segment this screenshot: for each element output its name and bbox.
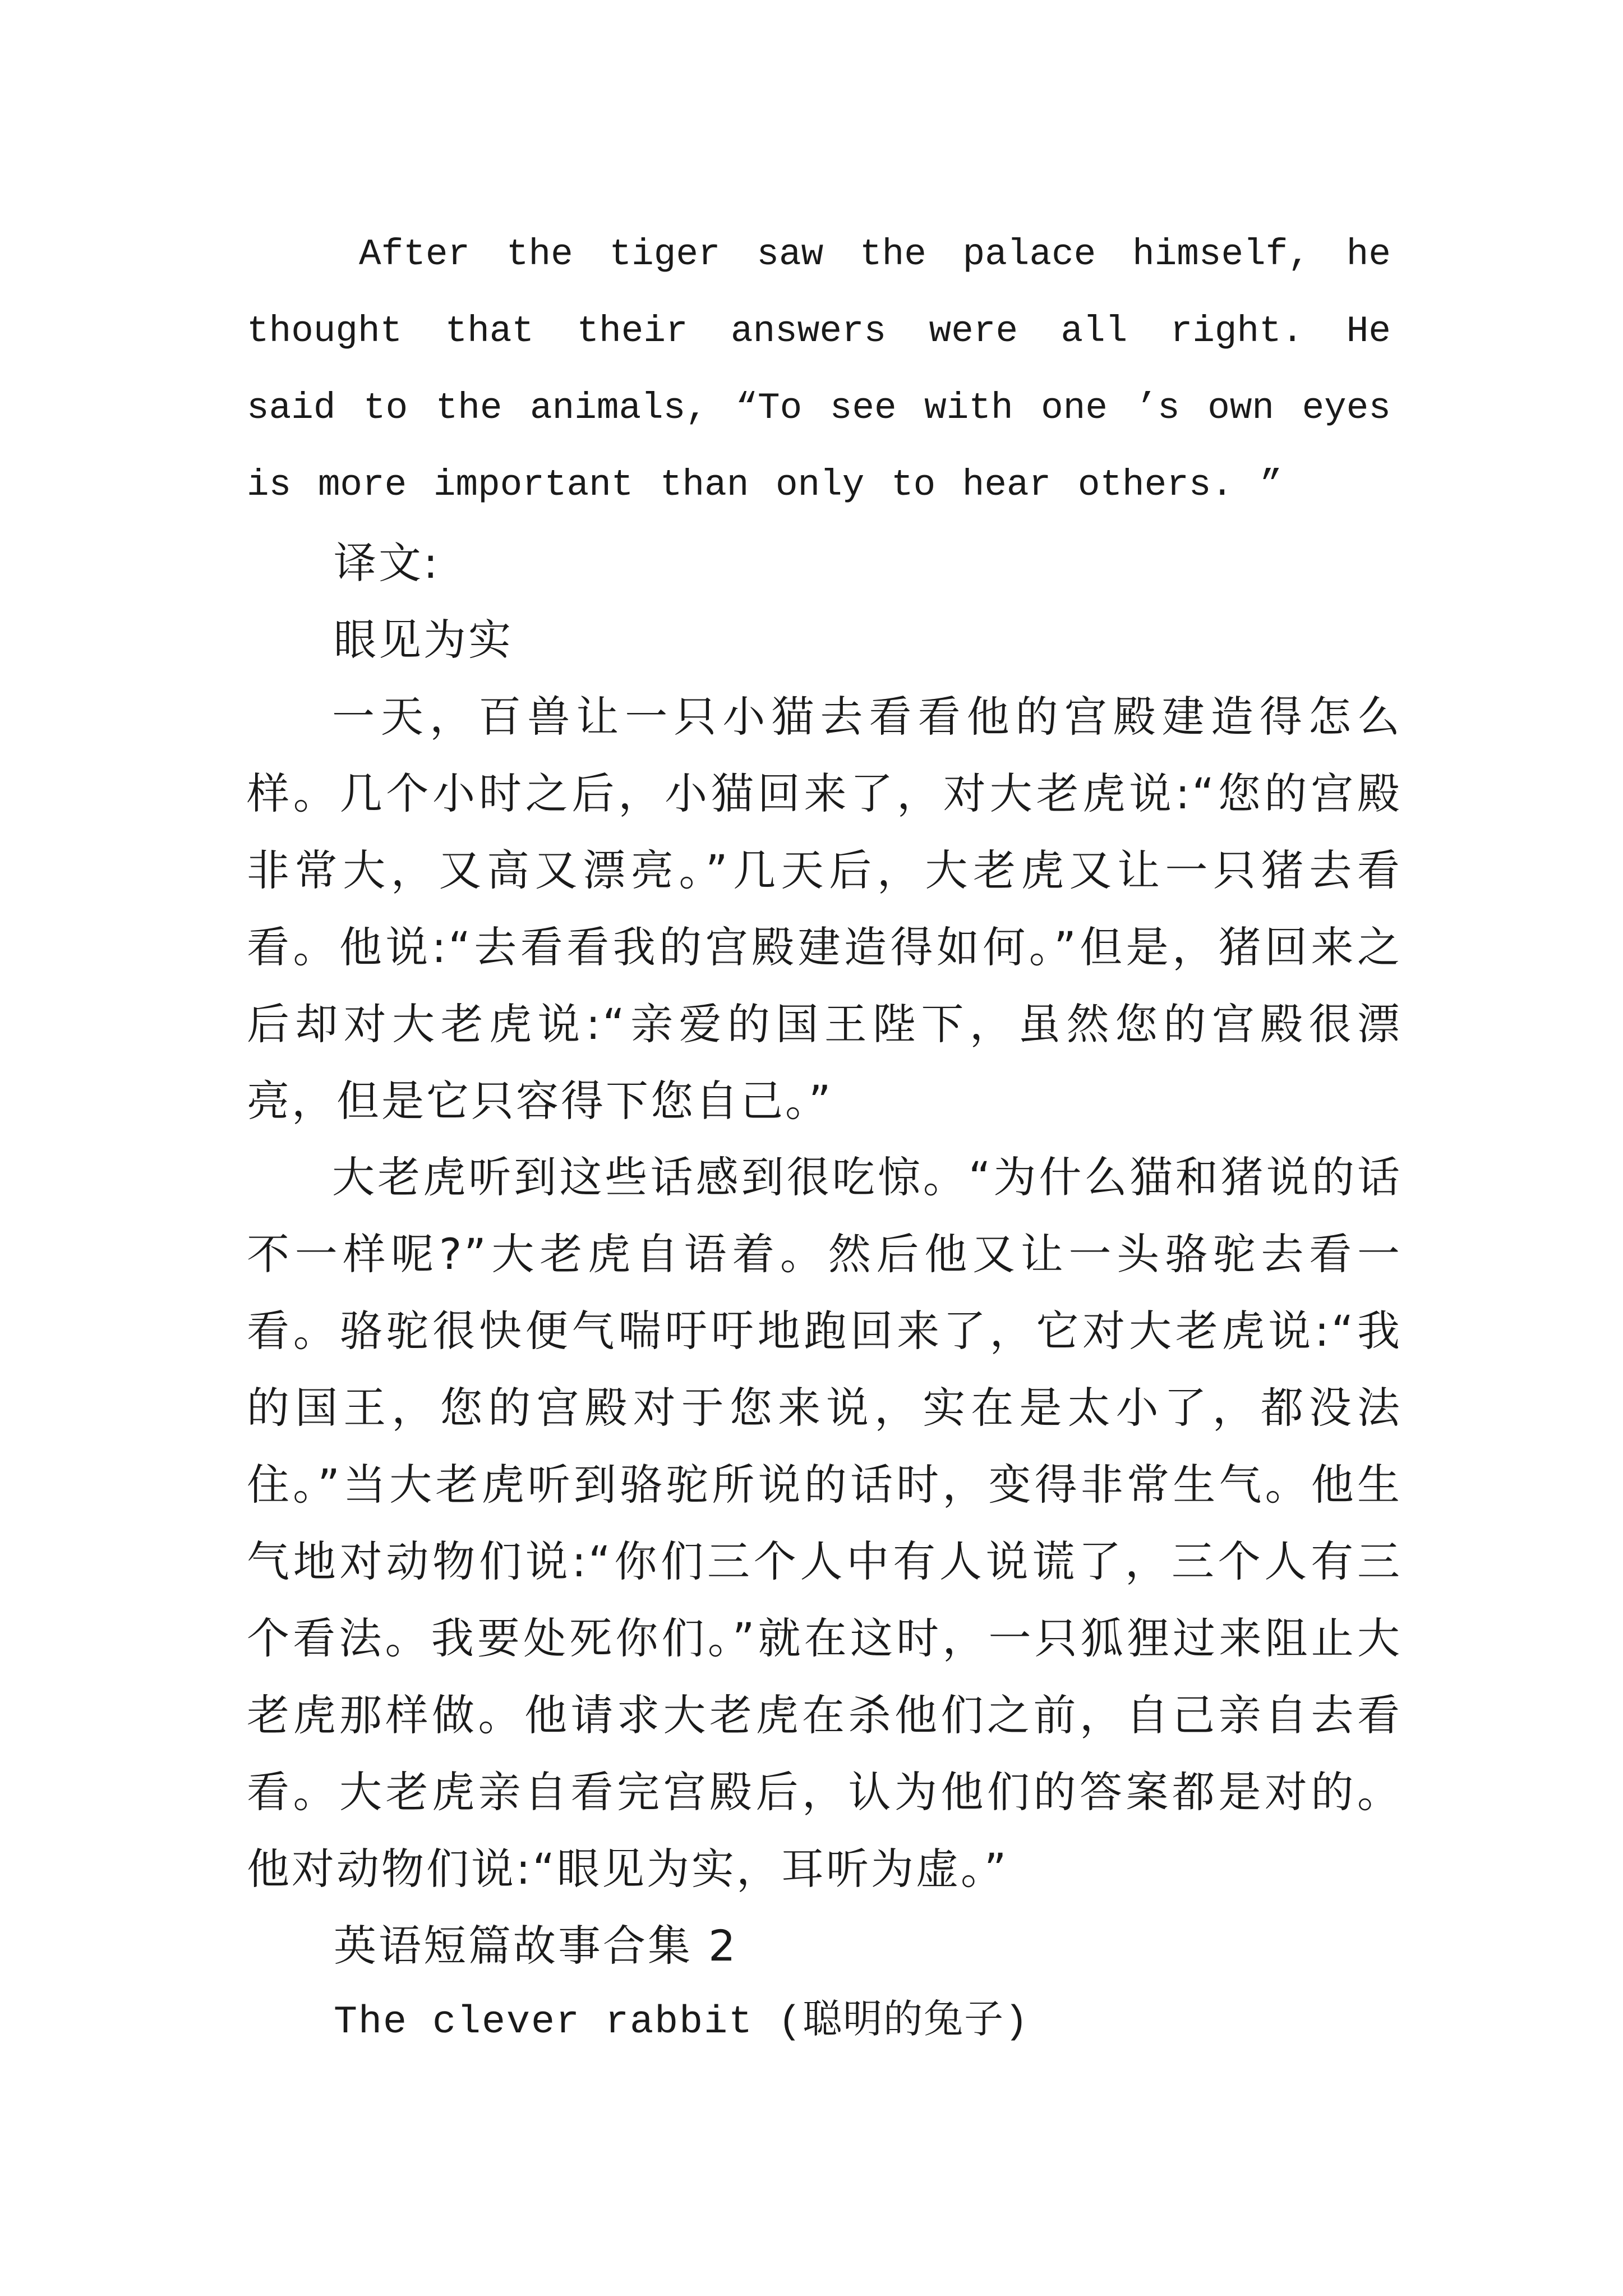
translation-title: 眼见为实 [334, 615, 513, 665]
story-title: The clever rabbit (聪明的兔子) [334, 2000, 1030, 2045]
collection-heading: 英语短篇故事合集 2 [334, 1921, 738, 1971]
english-story-ending-paragraph: After the tiger saw the palace himself, he thought that their answers were all right. He said to the animals, “To see with one ’s own eyes is more important than only to hear others. ” [247, 233, 1391, 506]
translation-label: 译文: [334, 538, 440, 588]
chinese-paragraph-1: 一天，百兽让一只小猫去看看他的宫殿建造得怎么样。几个小时之后，小猫回来了，对大老虎说:“您的宫殿非常大，又高又漂亮。”几天后，大老虎又让一只猪去看看。他说:“去看看我的宫殿建造得如何。”但是，猪回来之后却对大老虎说:“亲爱的国王陛下，虽然您的宫殿很漂亮，但是它只容得下您自己。” [247, 692, 1402, 1126]
chinese-paragraph-2: 大老虎听到这些话感到很吃惊。“为什么猫和猪说的话不一样呢?”大老虎自语着。然后他又让一头骆驼去看一看。骆驼很快便气喘吁吁地跑回来了，它对大老虎说:“我的国王，您的宫殿对于您来说，实在是太小了，都没法住。”当大老虎听到骆驼所说的话时，变得非常生气。他生气地对动物们说:“你们三个人中有人说谎了，三个人有三个看法。我要处死你们。”就在这时，一只狐狸过来阻止大老虎那样做。他请求大老虎在杀他们之前，自己亲自去看看。大老虎亲自看完宫殿后，认为他们的答案都是对的。他对动物们说:“眼见为实，耳听为虚。” [247, 1152, 1402, 1894]
